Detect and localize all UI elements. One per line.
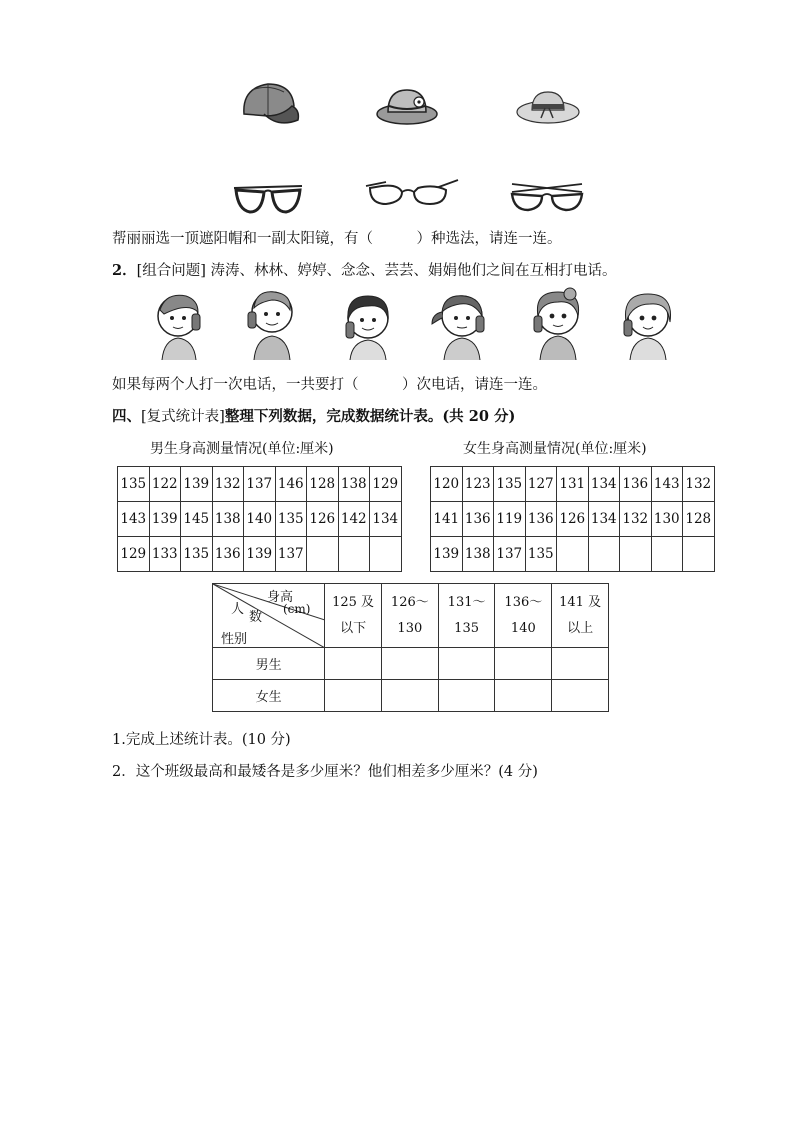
answer-cell[interactable] bbox=[495, 648, 552, 680]
height-value-cell: 137 bbox=[244, 467, 276, 502]
height-value-cell bbox=[307, 537, 339, 572]
question-1-line: 帮丽丽选一顶遮阳帽和一副太阳镜，有（ ）种选法，请连一连。 bbox=[112, 231, 562, 247]
child-phone-icon bbox=[152, 290, 208, 362]
height-value-cell: 130 bbox=[651, 502, 683, 537]
row-label-boys: 男生 bbox=[213, 648, 325, 680]
height-value-cell: 135 bbox=[494, 467, 526, 502]
range-column-header: 141 及 以上 bbox=[552, 584, 609, 648]
table-row bbox=[118, 502, 402, 537]
header-unit-label: (cm) bbox=[283, 602, 311, 616]
height-value-cell: 145 bbox=[181, 502, 213, 537]
height-value-cell: 141 bbox=[431, 502, 463, 537]
height-value-cell: 129 bbox=[370, 467, 402, 502]
answer-cell[interactable] bbox=[381, 680, 438, 712]
height-value-cell: 134 bbox=[588, 502, 620, 537]
sub-question-1: 1.完成上述统计表。(10 分) bbox=[112, 732, 291, 748]
girls-height-table bbox=[430, 466, 715, 572]
section-4-title bbox=[112, 405, 515, 426]
answer-cell[interactable] bbox=[325, 648, 382, 680]
brimhat-icon bbox=[515, 86, 581, 126]
height-value-cell: 128 bbox=[683, 502, 715, 537]
diagonal-header-cell bbox=[213, 584, 325, 648]
section-tag: [复式统计表] bbox=[141, 409, 225, 425]
height-value-cell: 137 bbox=[275, 537, 307, 572]
height-value-cell bbox=[683, 537, 715, 572]
height-value-cell: 142 bbox=[338, 502, 370, 537]
height-value-cell: 126 bbox=[307, 502, 339, 537]
height-value-cell: 128 bbox=[307, 467, 339, 502]
height-value-cell bbox=[651, 537, 683, 572]
height-value-cell: 137 bbox=[494, 537, 526, 572]
height-value-cell bbox=[338, 537, 370, 572]
height-value-cell bbox=[588, 537, 620, 572]
height-value-cell: 122 bbox=[149, 467, 181, 502]
header-height-label: 身高 bbox=[267, 590, 294, 605]
height-value-cell bbox=[557, 537, 589, 572]
answer-cell[interactable] bbox=[552, 648, 609, 680]
header-people-label: 人 bbox=[231, 602, 245, 617]
height-value-cell: 135 bbox=[525, 537, 557, 572]
range-column-header: 126～ 130 bbox=[381, 584, 438, 648]
table-row bbox=[118, 537, 402, 572]
table-row bbox=[118, 467, 402, 502]
question-2-line bbox=[112, 259, 617, 280]
girls-table-caption: 女生身高测量情况(单位:厘米) bbox=[463, 441, 647, 457]
height-value-cell: 131 bbox=[557, 467, 589, 502]
height-value-cell: 136 bbox=[212, 537, 244, 572]
height-value-cell: 139 bbox=[431, 537, 463, 572]
child-phone-icon bbox=[430, 290, 492, 362]
height-value-cell: 138 bbox=[462, 537, 494, 572]
height-value-cell: 143 bbox=[118, 502, 150, 537]
question-text: 涛涛、林林、婷婷、念念、芸芸、娟娟他们之间在互相打电话。 bbox=[210, 263, 617, 279]
height-value-cell: 134 bbox=[588, 467, 620, 502]
sub-question-2: 2．这个班级最高和最矮各是多少厘米？他们相差多少厘米？(4 分) bbox=[112, 764, 538, 780]
height-value-cell: 139 bbox=[149, 502, 181, 537]
height-value-cell: 146 bbox=[275, 467, 307, 502]
height-value-cell: 139 bbox=[181, 467, 213, 502]
answer-cell[interactable] bbox=[495, 680, 552, 712]
question-number: 2． bbox=[112, 262, 137, 279]
range-column-header: 131～ 135 bbox=[438, 584, 495, 648]
child-phone-icon bbox=[340, 292, 396, 362]
boys-height-table bbox=[117, 466, 402, 572]
glasses-icon bbox=[362, 178, 460, 214]
cap-icon bbox=[238, 80, 302, 132]
question-2-answer-line: 如果每两个人打一次电话，一共要打（ ）次电话，请连一连。 bbox=[112, 377, 547, 393]
answer-cell[interactable] bbox=[438, 680, 495, 712]
height-value-cell: 139 bbox=[244, 537, 276, 572]
child-phone-icon bbox=[244, 286, 300, 362]
boys-table-caption: 男生身高测量情况(单位:厘米) bbox=[150, 441, 334, 457]
height-value-cell: 143 bbox=[651, 467, 683, 502]
height-value-cell: 132 bbox=[620, 502, 652, 537]
height-value-cell: 136 bbox=[462, 502, 494, 537]
height-value-cell: 123 bbox=[462, 467, 494, 502]
height-value-cell: 135 bbox=[275, 502, 307, 537]
height-value-cell bbox=[620, 537, 652, 572]
height-value-cell: 120 bbox=[431, 467, 463, 502]
table-row bbox=[431, 537, 715, 572]
answer-cell[interactable] bbox=[381, 648, 438, 680]
height-value-cell: 136 bbox=[620, 467, 652, 502]
child-phone-icon bbox=[620, 288, 676, 362]
height-value-cell: 135 bbox=[118, 467, 150, 502]
section-number: 四、 bbox=[112, 408, 141, 425]
header-gender-label: 性别 bbox=[221, 632, 248, 647]
height-value-cell: 133 bbox=[149, 537, 181, 572]
height-value-cell: 138 bbox=[338, 467, 370, 502]
answer-cell[interactable] bbox=[438, 648, 495, 680]
row-label-girls: 女生 bbox=[213, 680, 325, 712]
sunglasses-icon bbox=[232, 180, 304, 220]
height-value-cell: 127 bbox=[525, 467, 557, 502]
sunhat-icon bbox=[374, 84, 440, 126]
height-value-cell: 132 bbox=[212, 467, 244, 502]
statistics-table bbox=[212, 583, 609, 712]
height-value-cell: 134 bbox=[370, 502, 402, 537]
height-value-cell: 129 bbox=[118, 537, 150, 572]
height-value-cell bbox=[370, 537, 402, 572]
table-row bbox=[431, 467, 715, 502]
height-value-cell: 132 bbox=[683, 467, 715, 502]
child-phone-icon bbox=[530, 286, 586, 362]
children-picture bbox=[150, 286, 678, 364]
height-value-cell: 119 bbox=[494, 502, 526, 537]
height-value-cell: 138 bbox=[212, 502, 244, 537]
height-value-cell: 140 bbox=[244, 502, 276, 537]
folded-glasses-icon bbox=[506, 178, 588, 214]
range-column-header: 125 及 以下 bbox=[325, 584, 382, 648]
answer-cell[interactable] bbox=[552, 680, 609, 712]
section-title-text: 整理下列数据，完成数据统计表。(共 20 分) bbox=[224, 408, 516, 425]
height-value-cell: 136 bbox=[525, 502, 557, 537]
question-tag: [组合问题] bbox=[136, 263, 206, 279]
answer-cell[interactable] bbox=[325, 680, 382, 712]
height-value-cell: 135 bbox=[181, 537, 213, 572]
range-column-header: 136～ 140 bbox=[495, 584, 552, 648]
height-value-cell: 126 bbox=[557, 502, 589, 537]
header-people-label-2: 数 bbox=[249, 610, 263, 625]
table-row bbox=[431, 502, 715, 537]
